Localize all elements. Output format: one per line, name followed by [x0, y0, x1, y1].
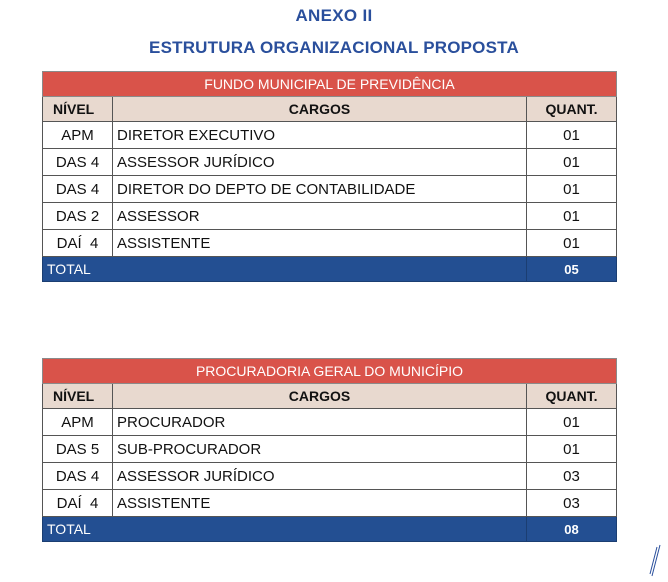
column-header-cargos: CARGOS — [113, 97, 527, 122]
cell-quant: 01 — [527, 203, 617, 230]
cell-cargo: ASSISTENTE — [113, 490, 527, 517]
cell-cargo: PROCURADOR — [113, 409, 527, 436]
table-row — [43, 122, 617, 149]
table-row — [43, 409, 617, 436]
table-row — [43, 203, 617, 230]
cell-nivel: DAÍ 4 — [43, 230, 113, 257]
column-header-quant: QUANT. — [527, 97, 617, 122]
column-header-nivel: NÍVEL — [43, 384, 113, 409]
pen-mark-icon — [648, 544, 662, 578]
cell-cargo: ASSESSOR — [113, 203, 527, 230]
table-row — [43, 230, 617, 257]
table-row — [43, 463, 617, 490]
cell-quant: 01 — [527, 176, 617, 203]
cell-nivel: APM — [43, 409, 113, 436]
table-row — [43, 149, 617, 176]
total-label: TOTAL — [43, 257, 527, 282]
total-row — [43, 257, 617, 282]
cell-cargo: DIRETOR DO DEPTO DE CONTABILIDADE — [113, 176, 527, 203]
cell-cargo: ASSESSOR JURÍDICO — [113, 463, 527, 490]
cell-cargo: DIRETOR EXECUTIVO — [113, 122, 527, 149]
cell-nivel: DAÍ 4 — [43, 490, 113, 517]
total-value: 08 — [527, 517, 617, 542]
column-header-quant: QUANT. — [527, 384, 617, 409]
column-header-nivel: NÍVEL — [43, 97, 113, 122]
cell-quant: 03 — [527, 463, 617, 490]
table-fundo-municipal — [42, 71, 617, 282]
cell-cargo: ASSISTENTE — [113, 230, 527, 257]
total-label: TOTAL — [43, 517, 527, 542]
cell-nivel: DAS 2 — [43, 203, 113, 230]
cell-cargo: SUB-PROCURADOR — [113, 436, 527, 463]
page-subtitle: ESTRUTURA ORGANIZACIONAL PROPOSTA — [149, 38, 519, 57]
cell-quant: 01 — [527, 409, 617, 436]
page-title: ANEXO II — [295, 6, 373, 25]
total-row — [43, 517, 617, 542]
cell-nivel: DAS 4 — [43, 149, 113, 176]
cell-quant: 01 — [527, 230, 617, 257]
cell-cargo: ASSESSOR JURÍDICO — [113, 149, 527, 176]
table-row — [43, 490, 617, 517]
table-row — [43, 176, 617, 203]
cell-quant: 01 — [527, 149, 617, 176]
cell-quant: 01 — [527, 122, 617, 149]
cell-nivel: DAS 4 — [43, 176, 113, 203]
cell-quant: 01 — [527, 436, 617, 463]
table-title: FUNDO MUNICIPAL DE PREVIDÊNCIA — [43, 72, 617, 97]
table-procuradoria-geral — [42, 358, 617, 542]
table-title: PROCURADORIA GERAL DO MUNICÍPIO — [43, 359, 617, 384]
table-row — [43, 436, 617, 463]
cell-nivel: APM — [43, 122, 113, 149]
cell-quant: 03 — [527, 490, 617, 517]
cell-nivel: DAS 4 — [43, 463, 113, 490]
column-header-cargos: CARGOS — [113, 384, 527, 409]
total-value: 05 — [527, 257, 617, 282]
cell-nivel: DAS 5 — [43, 436, 113, 463]
